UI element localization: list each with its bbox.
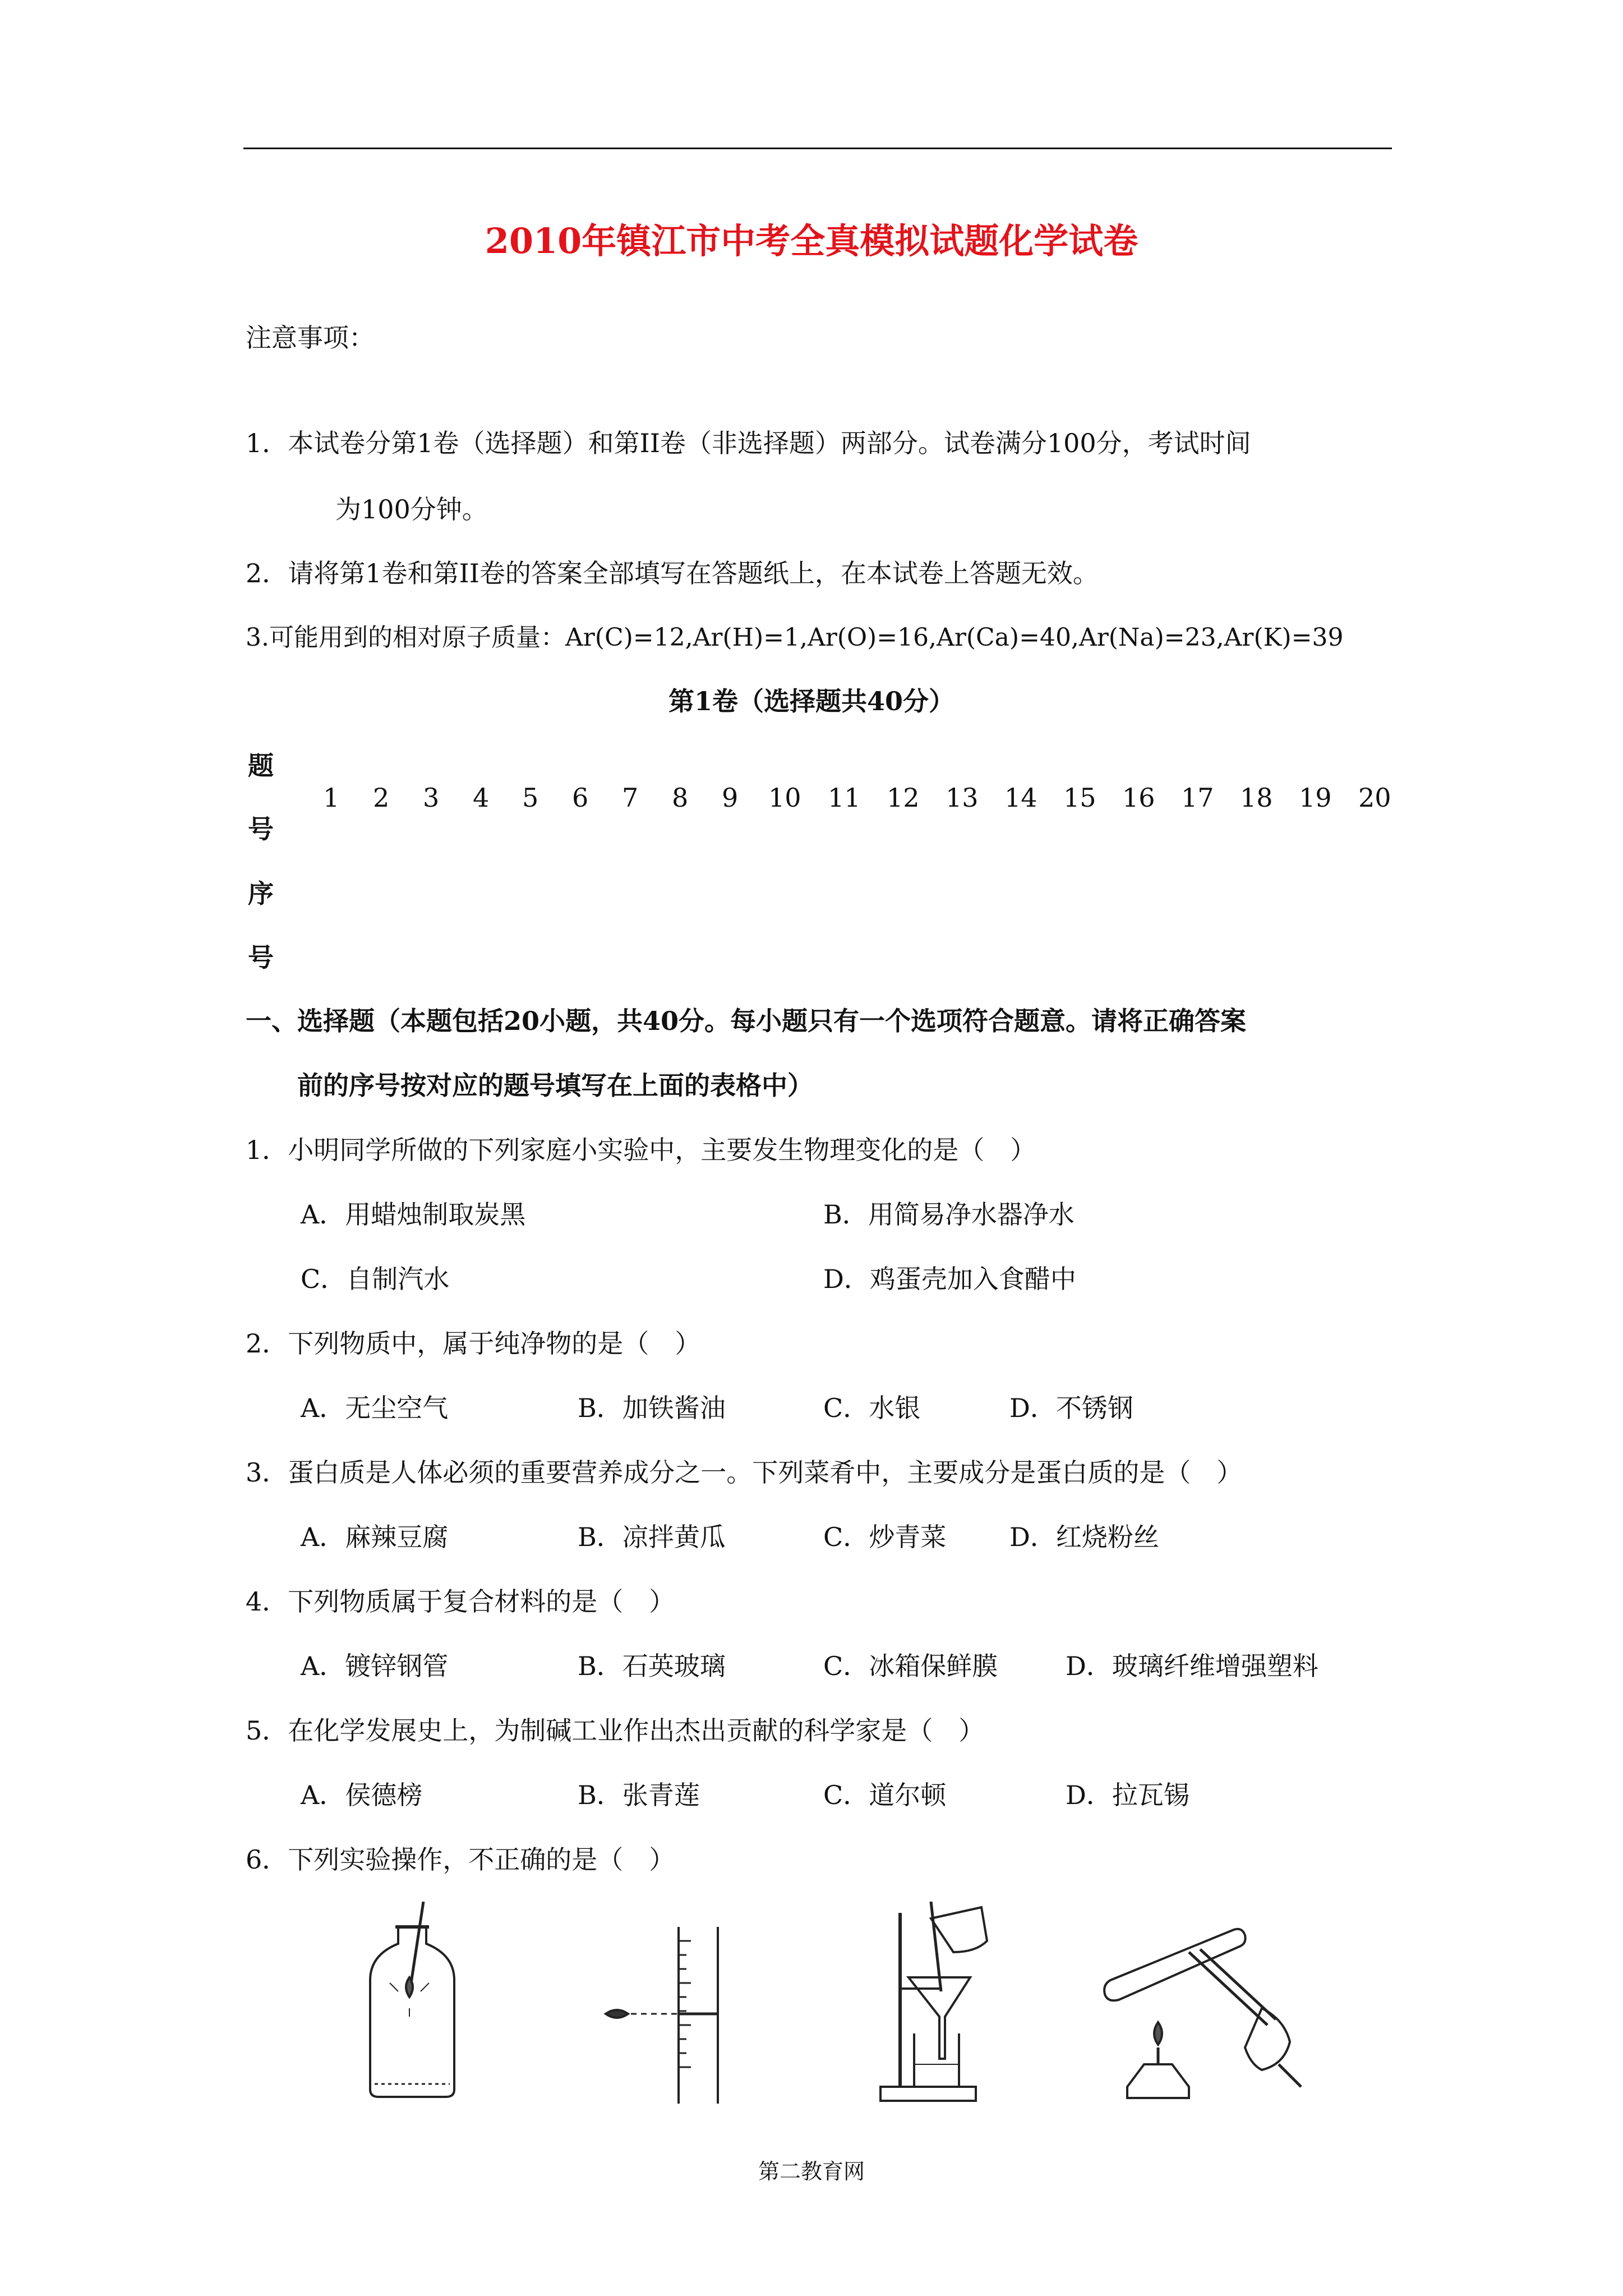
option-a[interactable]: A．侯德榜 (301, 1780, 423, 1810)
notice-item-3: 3.可能用到的相对原子质量：Ar(C)=12,Ar(H)=1,Ar(O)=16,Ar(Ca)=40,Ar(Na)=23,Ar(K)=39 (246, 623, 1344, 652)
question-number-cell[interactable]: 10 (768, 783, 801, 813)
option-b[interactable]: B．石英玻璃 (578, 1651, 726, 1681)
question-number-cell[interactable]: 1 (323, 783, 340, 813)
option-a[interactable]: A．麻辣豆腐 (301, 1522, 449, 1552)
lab-apparatus-figures (348, 1896, 1324, 2109)
exam-title: 2010年镇江市中考全真模拟试题化学试卷 (485, 220, 1138, 261)
notice-item-1: 1．本试卷分第1卷（选择题）和第II卷（非选择题）两部分。试卷满分100分，考试时间 (246, 428, 1251, 458)
question-stem: 2．下列物质中，属于纯净物的是（ ） (246, 1328, 701, 1359)
filtration-figure (880, 1902, 987, 2101)
question-stem: 5．在化学发展史上，为制碱工业作出杰出贡献的科学家是（ ） (246, 1715, 985, 1746)
table-row-label: 号 (248, 942, 274, 973)
question-number-cell[interactable]: 15 (1063, 783, 1096, 813)
question-number-cell[interactable]: 4 (473, 783, 490, 813)
option-c[interactable]: C．道尔顿 (823, 1780, 947, 1810)
graduated-cylinder-figure (606, 1927, 718, 2104)
part-one-heading: 一、选择题（本题包括20小题，共40分。每小题只有一个选项符合题意。请将正确答案 (246, 1006, 1247, 1036)
question-number-cell[interactable]: 18 (1240, 783, 1273, 813)
option-b[interactable]: B．凉拌黄瓜 (578, 1522, 726, 1552)
question-number-cell[interactable]: 7 (622, 783, 639, 813)
question-number-cell[interactable]: 11 (828, 783, 861, 813)
question-stem: 3．蛋白质是人体必须的重要营养成分之一。下列菜肴中，主要成分是蛋白质的是（ ） (246, 1457, 1243, 1488)
question-number-cell[interactable]: 6 (572, 783, 589, 813)
option-c[interactable]: C．炒青菜 (823, 1522, 947, 1552)
test-tube-heating-figure (1104, 1929, 1301, 2098)
question-number-cell[interactable]: 19 (1299, 783, 1332, 813)
question-number-cell[interactable]: 3 (423, 783, 440, 813)
question-stem: 4．下列物质属于复合材料的是（ ） (246, 1586, 675, 1617)
section-title: 第1卷（选择题共40分） (668, 686, 955, 716)
question-number-cell[interactable]: 13 (946, 783, 979, 813)
question-number-cell[interactable]: 5 (522, 783, 539, 813)
table-row-label: 号 (248, 814, 274, 844)
option-c[interactable]: C．水银 (823, 1393, 921, 1423)
option-c[interactable]: C．自制汽水 (301, 1264, 450, 1294)
footer-source: 第二教育网 (758, 2159, 865, 2184)
option-c[interactable]: C．冰箱保鲜膜 (823, 1651, 998, 1681)
option-d[interactable]: D．鸡蛋壳加入食醋中 (823, 1264, 1076, 1294)
option-d[interactable]: D．红烧粉丝 (1009, 1522, 1159, 1552)
option-d[interactable]: D．玻璃纤维增强塑料 (1066, 1651, 1318, 1681)
gas-bottle-figure (370, 1902, 454, 2097)
question-number-cell[interactable]: 12 (887, 783, 920, 813)
question-number-cell[interactable]: 16 (1122, 783, 1155, 813)
question-number-cell[interactable]: 14 (1004, 783, 1038, 813)
question-number-cell[interactable]: 2 (373, 783, 390, 813)
option-a[interactable]: A．无尘空气 (301, 1393, 449, 1423)
question-number-cell[interactable]: 9 (722, 783, 739, 813)
notice-heading: 注意事项： (246, 323, 375, 353)
question-number-cell[interactable]: 8 (672, 783, 689, 813)
option-a[interactable]: A．镀锌钢管 (301, 1651, 449, 1681)
option-b[interactable]: B．加铁酱油 (578, 1393, 726, 1423)
part-one-heading-cont: 前的序号按对应的题号填写在上面的表格中） (297, 1070, 813, 1101)
table-row-label: 序 (248, 878, 274, 909)
option-a[interactable]: A．用蜡烛制取炭黑 (301, 1199, 526, 1230)
option-b[interactable]: B．用简易净水器净水 (823, 1199, 1075, 1230)
option-d[interactable]: D．拉瓦锡 (1066, 1780, 1189, 1810)
option-d[interactable]: D．不锈钢 (1009, 1393, 1133, 1423)
option-b[interactable]: B．张青莲 (578, 1780, 700, 1810)
question-number-cell[interactable]: 20 (1358, 783, 1391, 813)
question-stem: 6．下列实验操作，不正确的是（ ） (246, 1844, 675, 1875)
question-stem: 1．小明同学所做的下列家庭小实验中，主要发生物理变化的是（ ） (246, 1135, 1036, 1165)
notice-item-2: 2．请将第1卷和第II卷的答案全部填写在答题纸上，在本试卷上答题无效。 (246, 558, 1099, 588)
notice-item-1-cont: 为100分钟。 (335, 494, 488, 524)
table-row-label: 题 (248, 751, 274, 781)
question-number-cell[interactable]: 17 (1181, 783, 1214, 813)
header-rule (243, 148, 1392, 149)
